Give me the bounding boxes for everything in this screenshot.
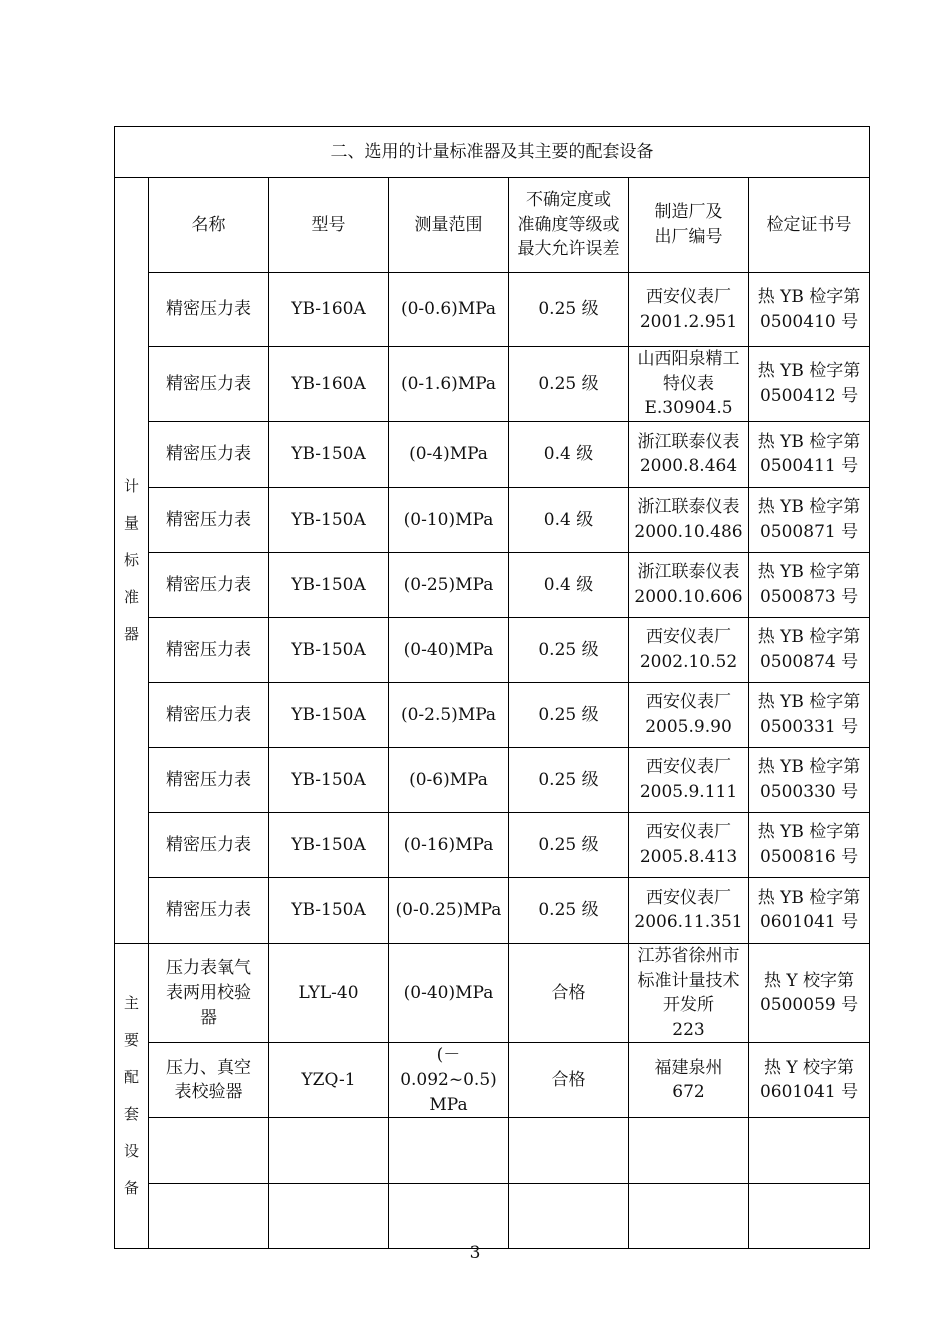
cell-accuracy: 0.4 级 <box>509 487 629 552</box>
cell-cert-line: 热 Y 校字第 <box>764 970 855 991</box>
cell-model: YB-160A <box>269 347 389 422</box>
cell-maker-line: 浙江联泰仪表 <box>637 431 740 452</box>
cell-name-line: 器 <box>200 1007 217 1028</box>
cell-model: LYL-40 <box>269 943 389 1043</box>
header-accuracy-line: 准确度等级或 <box>517 214 620 235</box>
cell-range-line: (0-40)MPa <box>403 982 494 1003</box>
cell-maker-line: 福建泉州 <box>654 1057 723 1078</box>
cell-cert <box>749 487 870 552</box>
empty-cell <box>749 1118 870 1184</box>
cell-range: (0-16)MPa <box>389 812 509 877</box>
cell-cert-line: 热 YB 检字第 <box>757 361 861 382</box>
table-row <box>115 747 870 812</box>
cell-cert <box>749 877 870 943</box>
group-label-char: 量 <box>123 513 139 532</box>
cell-maker <box>629 943 749 1043</box>
cell-maker <box>629 617 749 682</box>
equipment-group-label <box>115 943 149 1248</box>
section-title-row <box>115 127 870 178</box>
cell-range: (0-2.5)MPa <box>389 682 509 747</box>
group-label-char: 套 <box>123 1105 139 1124</box>
empty-cell <box>629 1184 749 1249</box>
cell-accuracy: 0.25 级 <box>509 747 629 812</box>
empty-cell <box>389 1184 509 1249</box>
cell-model: YB-150A <box>269 421 389 487</box>
table-row <box>115 682 870 747</box>
cell-maker-line: 2000.8.464 <box>639 456 738 477</box>
empty-cell <box>629 1118 749 1184</box>
cell-maker-line: 标准计量技术 <box>637 970 740 991</box>
cell-cert-line: 热 YB 检字第 <box>757 562 861 583</box>
cell-maker <box>629 552 749 617</box>
cell-range: (0-0.25)MPa <box>389 877 509 943</box>
cell-maker-line: 2002.10.52 <box>639 651 738 672</box>
cell-cert-line: 热 YB 检字第 <box>757 692 861 713</box>
cell-cert-line: 0500412 号 <box>759 385 859 406</box>
header-model: 型号 <box>269 178 389 273</box>
cell-maker <box>629 487 749 552</box>
cell-cert-line: 0601041 号 <box>759 1082 859 1103</box>
cell-cert-line: 热 YB 检字第 <box>757 431 861 452</box>
cell-cert-line: 0500874 号 <box>759 651 859 672</box>
cell-range: (0-40)MPa <box>389 617 509 682</box>
cell-cert <box>749 682 870 747</box>
cell-maker-line: 浙江联泰仪表 <box>637 562 740 583</box>
cell-model: YZQ-1 <box>269 1043 389 1118</box>
table-row <box>115 812 870 877</box>
standards-group-label <box>115 178 149 944</box>
cell-name: 精密压力表 <box>149 617 269 682</box>
cell-cert <box>749 421 870 487</box>
table-row <box>115 487 870 552</box>
cell-model: YB-150A <box>269 617 389 682</box>
table-row <box>115 877 870 943</box>
cell-maker <box>629 347 749 422</box>
cell-name <box>149 943 269 1043</box>
cell-name: 精密压力表 <box>149 552 269 617</box>
page-number: 3 <box>469 1243 481 1263</box>
cell-range <box>389 943 509 1043</box>
cell-accuracy: 0.25 级 <box>509 812 629 877</box>
cell-maker-line: 开发所 223 <box>663 995 748 1040</box>
header-accuracy-line: 最大允许误差 <box>517 239 620 260</box>
cell-cert-line: 0500411 号 <box>759 456 859 477</box>
group-label-char: 要 <box>123 1031 139 1050</box>
empty-cell <box>389 1118 509 1184</box>
cell-model: YB-150A <box>269 552 389 617</box>
table-body <box>115 127 870 1249</box>
cell-name-line: 压力、真空 <box>166 1057 251 1078</box>
cell-range: (0-25)MPa <box>389 552 509 617</box>
cell-cert-line: 0500331 号 <box>759 716 859 737</box>
cell-accuracy: 0.25 级 <box>509 877 629 943</box>
group-label-char: 标 <box>123 550 139 569</box>
cell-range-line: (－0.092~0.5) <box>400 1045 497 1091</box>
cell-name: 精密压力表 <box>149 682 269 747</box>
header-accuracy <box>509 178 629 273</box>
cell-maker-line: 2005.9.111 <box>639 781 738 802</box>
group-label-char: 计 <box>123 476 139 495</box>
table-row <box>115 1184 870 1249</box>
table-row <box>115 421 870 487</box>
cell-cert <box>749 347 870 422</box>
cell-maker-line: 山西阳泉精工 <box>637 349 740 369</box>
cell-cert <box>749 273 870 347</box>
cell-name: 精密压力表 <box>149 347 269 422</box>
cell-cert-line: 热 Y 校字第 <box>764 1057 855 1078</box>
cell-cert-line: 热 YB 检字第 <box>757 757 861 778</box>
cell-maker-line: 2005.8.413 <box>639 846 738 867</box>
header-row <box>115 178 870 273</box>
cell-maker-line: 西安仪表厂 <box>646 286 731 307</box>
cell-name <box>149 1043 269 1118</box>
cell-maker-line: 2006.11.351 <box>634 912 743 933</box>
cell-name: 精密压力表 <box>149 487 269 552</box>
cell-cert-line: 0601041 号 <box>759 912 859 933</box>
group-label-char: 器 <box>123 624 139 643</box>
cell-maker-line: 2000.10.486 <box>634 521 743 542</box>
header-accuracy-line: 不确定度或 <box>526 190 611 211</box>
cell-cert <box>749 1043 870 1118</box>
cell-maker-line: 西安仪表厂 <box>646 692 731 713</box>
cell-maker-line: E.30904.5 <box>644 398 733 419</box>
cell-model: YB-160A <box>269 273 389 347</box>
cell-accuracy: 0.25 级 <box>509 273 629 347</box>
cell-maker <box>629 1043 749 1118</box>
cell-name: 精密压力表 <box>149 421 269 487</box>
cell-cert <box>749 943 870 1043</box>
empty-cell <box>749 1184 870 1249</box>
table-row <box>115 617 870 682</box>
cell-maker <box>629 747 749 812</box>
cell-maker <box>629 812 749 877</box>
cell-cert <box>749 812 870 877</box>
cell-cert-line: 0500059 号 <box>759 995 859 1016</box>
group-label-char: 准 <box>123 587 139 606</box>
cell-maker-line: 浙江联泰仪表 <box>637 497 740 518</box>
header-maker-line: 出厂编号 <box>654 227 723 247</box>
group-label-char: 主 <box>123 994 139 1013</box>
cell-name: 精密压力表 <box>149 877 269 943</box>
cell-cert <box>749 747 870 812</box>
cell-maker <box>629 421 749 487</box>
header-cert: 检定证书号 <box>749 178 870 273</box>
cell-cert-line: 0500873 号 <box>759 586 859 607</box>
table-row <box>115 347 870 422</box>
cell-maker-line: 2005.9.90 <box>645 716 732 737</box>
cell-range: (0-4)MPa <box>389 421 509 487</box>
cell-cert-line: 0500330 号 <box>759 781 859 802</box>
cell-cert-line: 热 YB 检字第 <box>757 497 861 518</box>
group-label-char: 配 <box>123 1068 139 1087</box>
cell-model: YB-150A <box>269 682 389 747</box>
cell-accuracy: 0.25 级 <box>509 347 629 422</box>
empty-cell <box>149 1118 269 1184</box>
empty-cell <box>269 1118 389 1184</box>
cell-maker-line: 江苏省徐州市 <box>637 945 740 966</box>
cell-cert-line: 0500871 号 <box>759 521 859 542</box>
group-label-char: 备 <box>123 1179 139 1198</box>
cell-maker <box>629 682 749 747</box>
header-range: 测量范围 <box>389 178 509 273</box>
cell-range <box>389 1043 509 1118</box>
cell-maker-line: 西安仪表厂 <box>646 887 731 908</box>
empty-cell <box>509 1184 629 1249</box>
cell-model: YB-150A <box>269 812 389 877</box>
cell-range: (0-1.6)MPa <box>389 347 509 422</box>
cell-maker-line: 672 <box>672 1082 705 1103</box>
table-row <box>115 1043 870 1118</box>
cell-model: YB-150A <box>269 487 389 552</box>
cell-cert <box>749 552 870 617</box>
cell-maker-line: 西安仪表厂 <box>646 757 731 778</box>
cell-cert <box>749 617 870 682</box>
cell-cert-line: 热 YB 检字第 <box>757 286 861 307</box>
cell-cert-line: 热 YB 检字第 <box>757 627 861 648</box>
cell-accuracy: 0.25 级 <box>509 617 629 682</box>
group-label-char: 设 <box>123 1142 139 1161</box>
cell-maker-line: 特仪表 <box>663 373 714 394</box>
cell-range: (0-10)MPa <box>389 487 509 552</box>
cell-maker-line: 2000.10.606 <box>634 586 743 607</box>
cell-name-line: 表校验器 <box>174 1082 243 1103</box>
empty-cell <box>509 1118 629 1184</box>
cell-cert-line: 0500816 号 <box>759 846 859 867</box>
header-maker <box>629 178 749 273</box>
cell-accuracy: 合格 <box>509 1043 629 1118</box>
cell-range-line: MPa <box>429 1094 468 1115</box>
empty-cell <box>269 1184 389 1249</box>
cell-maker-line: 2001.2.951 <box>639 311 738 332</box>
empty-cell <box>149 1184 269 1249</box>
cell-accuracy: 合格 <box>509 943 629 1043</box>
header-name: 名称 <box>149 178 269 273</box>
cell-accuracy: 0.4 级 <box>509 552 629 617</box>
table-row <box>115 552 870 617</box>
cell-name: 精密压力表 <box>149 812 269 877</box>
cell-accuracy: 0.4 级 <box>509 421 629 487</box>
section-title: 二、选用的计量标准器及其主要的配套设备 <box>115 127 870 178</box>
cell-cert-line: 0500410 号 <box>759 311 859 332</box>
cell-range: (0-6)MPa <box>389 747 509 812</box>
header-maker-line: 制造厂及 <box>654 202 723 223</box>
table-row <box>115 943 870 1043</box>
cell-maker <box>629 273 749 347</box>
cell-cert-line: 热 YB 检字第 <box>757 822 861 843</box>
cell-name-line: 压力表氧气 <box>166 958 251 979</box>
table-row <box>115 273 870 347</box>
cell-model: YB-150A <box>269 747 389 812</box>
table-row <box>115 1118 870 1184</box>
cell-maker-line: 西安仪表厂 <box>646 627 731 648</box>
cell-name: 精密压力表 <box>149 273 269 347</box>
cell-accuracy: 0.25 级 <box>509 682 629 747</box>
standards-table <box>114 126 870 1249</box>
cell-maker-line: 西安仪表厂 <box>646 822 731 843</box>
cell-cert-line: 热 YB 检字第 <box>757 887 861 908</box>
cell-range: (0-0.6)MPa <box>389 273 509 347</box>
cell-maker <box>629 877 749 943</box>
cell-model: YB-150A <box>269 877 389 943</box>
cell-name: 精密压力表 <box>149 747 269 812</box>
cell-name-line: 表两用校验 <box>166 982 251 1003</box>
